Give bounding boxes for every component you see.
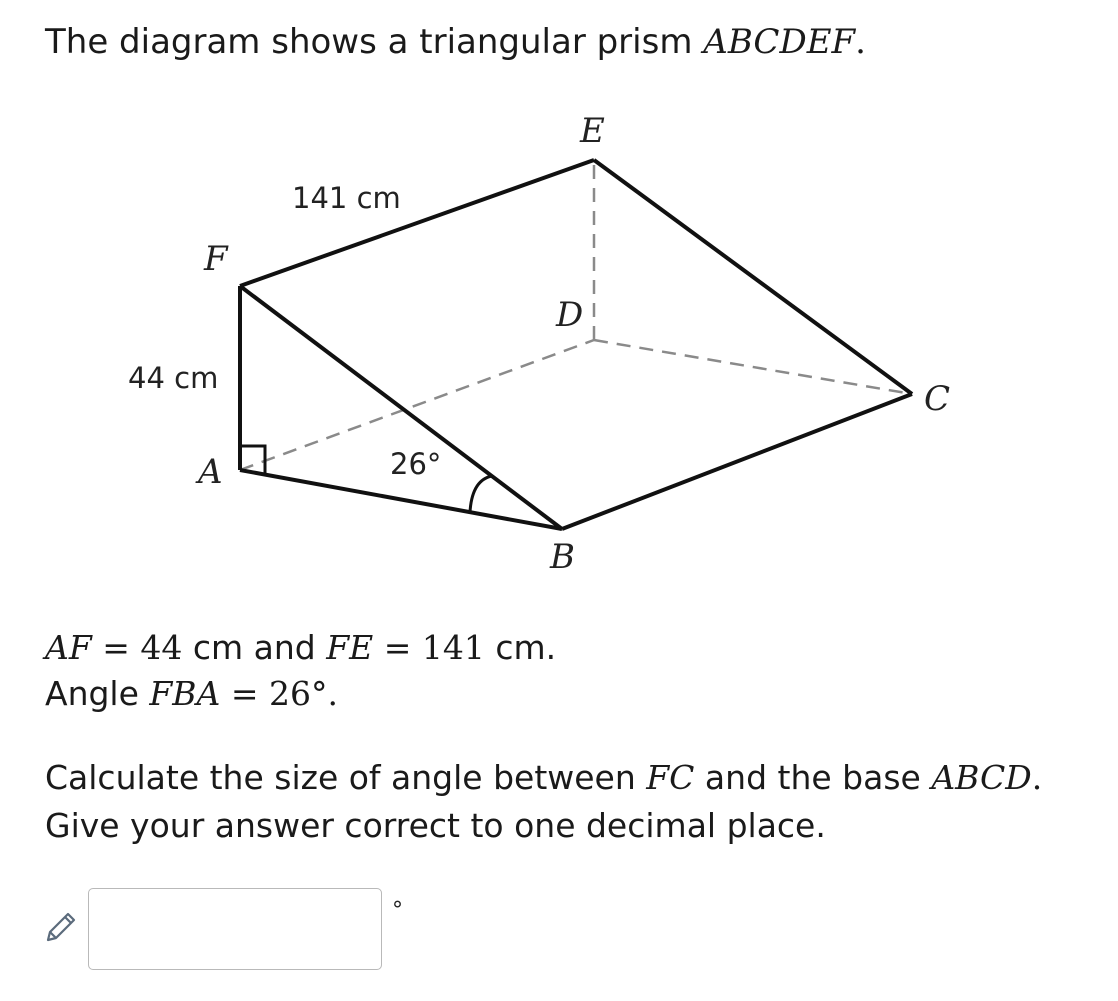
length-label-AF: 44 cm (128, 361, 219, 395)
given-angle (45, 674, 338, 713)
vertex-label-C: C (924, 379, 951, 419)
unit-cm: cm. (484, 628, 557, 667)
angle-arc-B (470, 476, 492, 512)
edge-BC (562, 394, 912, 529)
angle-label-FBA: 26° (390, 447, 442, 481)
eq-AF: = 44 (91, 628, 183, 667)
angle-word: Angle (45, 674, 150, 713)
visible-edges (240, 160, 912, 529)
vertex-label-A: A (198, 452, 223, 492)
task-line-2: Give your answer correct to one decimal place. (45, 806, 826, 845)
given-lengths (45, 628, 556, 667)
length-label-FE: 141 cm (292, 181, 401, 215)
intro-period: . (855, 22, 866, 62)
edge-FB (240, 286, 562, 529)
prism-name: ABCDEF (703, 22, 856, 62)
unit-and: cm and (182, 628, 327, 667)
eq-FE: = 141 (373, 628, 485, 667)
pencil-icon (42, 910, 78, 946)
task-text-1: Calculate the size of angle between (45, 758, 647, 797)
degree-unit: ° (392, 898, 403, 923)
vertex-label-E: E (580, 111, 605, 151)
edge-FE (240, 160, 594, 286)
vertex-label-B: B (550, 537, 575, 577)
edge-DC (594, 340, 912, 394)
eq-FBA: = 26° (220, 674, 328, 713)
var-ABCD: ABCD (931, 758, 1032, 797)
task-line-1 (45, 758, 1042, 797)
given-angle-period: . (327, 674, 339, 713)
task-text-2: and the base (694, 758, 932, 797)
vertex-label-F: F (204, 239, 228, 279)
task-period: . (1031, 758, 1043, 797)
var-AF: AF (45, 628, 92, 667)
var-FC: FC (646, 758, 695, 797)
var-FBA: FBA (149, 674, 221, 713)
edge-EC (594, 160, 912, 394)
intro-sentence: The diagram shows a triangular prism (45, 22, 704, 62)
answer-input[interactable] (88, 888, 382, 970)
vertex-label-D: D (556, 295, 584, 335)
var-FE: FE (326, 628, 374, 667)
